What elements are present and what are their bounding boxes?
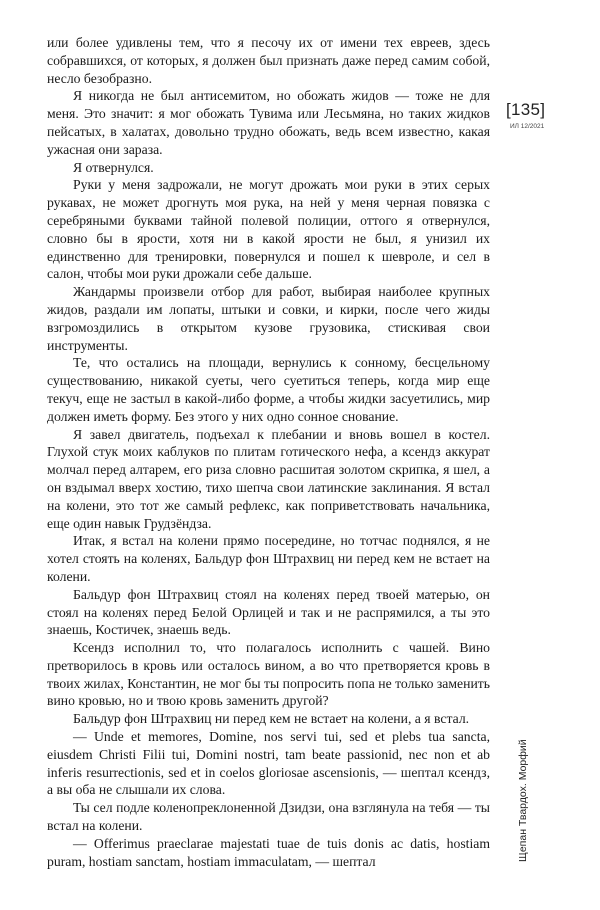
paragraph: — Offerimus praeclarae majestati tuae de tuis donis ac datis, hostiam puram, hostiam sanctam, hostiam immaculatam, — шептал [47, 835, 490, 869]
paragraph: Руки у меня задрожали, не могут дрожать мои руки в этих серых рукавах, не может дрогнуть моя рука, на ней у меня черная повязка с серебряными буквами тайной полевой полиции, оттого я отвернулся, словно бы в ярости, хотя ни в какой ярости не был, я унизил их единственно для тренировки, повернулся и пошел к шевроле, и сел в салон, чтобы мои руки дрожали себе дальше. [47, 177, 490, 282]
journal-issue: ИЛ 12/2021 [510, 123, 545, 130]
paragraph: Бальдур фон Штрахвиц ни перед кем не встает на колени, а я встал. [73, 711, 470, 727]
paragraph: Жандармы произвели отбор для работ, выбирая наиболее крупных жидов, раздали им лопаты, штыки и совки, и кирки, после чего жиды взгромоздились в открытом кузове грузовика, стискивая свои инструменты. [47, 284, 490, 353]
paragraph: Я отвернулся. [73, 159, 154, 175]
paragraph: Я никогда не был антисемитом, но обожать жидов — тоже не для меня. Это значит: я мог обожать Тувима или Лесьмяна, но таких жидков пейсатых, в халатах, довольно трудно обожать, ведь всем известно, какая ужасная они зараза. [47, 88, 490, 157]
paragraph: Ты сел подле коленопреклоненной Дзидзи, она взглянула на тебя — ты встал на колени. [47, 800, 490, 834]
paragraph: или более удивлены тем, что я песочу их от имени тех евреев, здесь собравшихся, от которых, я должен был признать даже перед самим собой, несло безобразно. [47, 35, 490, 86]
paragraph: Те, что остались на площади, вернулись к сонному, бесцельному существованию, никакой суеты, чего суетиться теперь, когда мир еще текуч, еще не застыл в какой-либо форме, а чтобы жидки засуетились, мир должен иметь форму. Без этого у них одно сонное снование. [47, 355, 490, 424]
body-text [47, 34, 490, 870]
paragraph: — Unde et memores, Domine, nos servi tui, sed et plebs tua sancta, eiusdem Christi Filii tui, Domini nostri, tam beate passionid, nec non et ab inferis resurrectionis, sed et in coelos gloriosae ascensionis, — шептал ксендз, а вы оба не слышали их слова. [47, 729, 490, 798]
paragraph: Итак, я встал на колени прямо посередине, но тотчас поднялся, я не хотел стоять на коленях, Бальдур фон Штрахвиц ни перед кем не встает на колени. [47, 533, 490, 584]
running-title: Щепан Твардох. Морфий [517, 739, 529, 862]
paragraph: Ксендз исполнил то, что полагалось исполнить с чашей. Вино претворилось в кровь или осталось вином, а во что претворяется кровь в твоих жилах, Константин, не мог бы ты попросить попа не только заменить вино кровью, но и твою кровь заменить другой? [47, 640, 490, 709]
paragraph: Бальдур фон Штрахвиц стоял на коленях перед твоей матерью, он стоял на коленях перед Белой Орлицей и так и не распрямился, а ты это знаешь, Костичек, знаешь ведь. [47, 586, 490, 638]
paragraph: Я завел двигатель, подъехал к плебании и вновь вошел в костел. Глухой стук моих каблуков по плитам готического нефа, а ксендз аккурат молчал перед алтарем, его риза словно расшитая золотом скрипка, я шел, а он вздымал вверх хостию, тихо шепча свои латинские заклинания. Я встал на колени, это тот же самый рефлекс, как поприветствовать начальника, еще один навык Грудзёндза. [47, 426, 490, 531]
page-number: [135] [506, 100, 546, 119]
